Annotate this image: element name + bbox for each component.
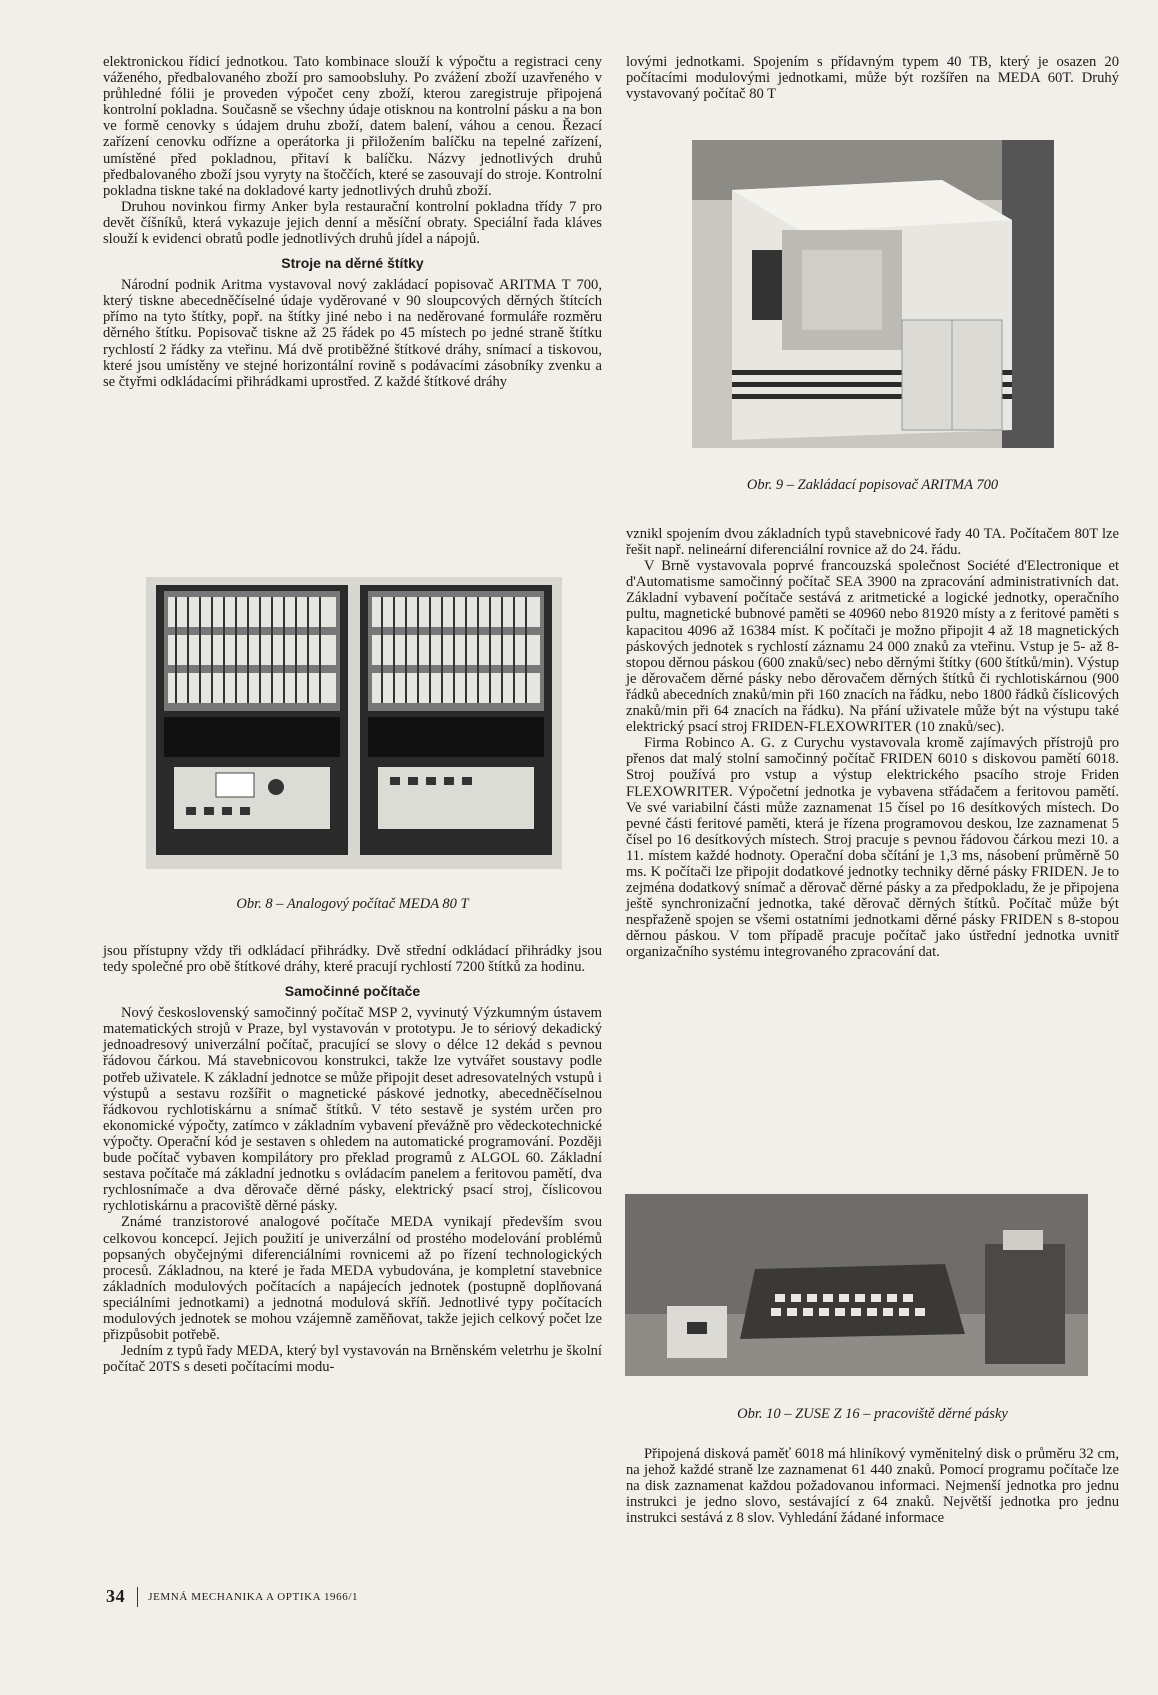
tape-workstation-illustration [625,1194,1088,1376]
paragraph: elektronickou řídicí jednotkou. Tato kombinace slouží k výpočtu a registraci ceny váženého, předbalovaného zboží pro samoobsluhy. Po zvážení zboží uzavřeného v průhledné fólii je proveden výpočet ceny zboží, kterou zaregistruje připojená kontrolní pokladna. Současně se všechny údaje otisknou na kontrolní pásku a na bon ve formě cenovky s údajem druhu zboží, datem balení, váhou a cenou. Řezací zařízení cenovku odřízne a operátorka ji přiložením balíčku na tepelné zařízení, umístěné před pokladnou, přitaví k balíčku. Názvy jednotlivých druhů předbalovaného zboží jsou vyryty na štoččích, které se zasouvají do stroje. Kontrolní pokladna tiskne také na dokladové karty jednotlivých druhů zboží. [103,54,602,199]
figure-10-caption: Obr. 10 – ZUSE Z 16 – pracoviště děrné pásky [737,1406,1008,1422]
page-number: 34 [106,1586,126,1606]
paragraph: Druhou novinkou firmy Anker byla restaurační kontrolní pokladna třídy 7 pro devět číšníků, která vykazuje jejich denní a měsíční obraty. Speciální řada kláves slouží k evidenci obratů podle jednotlivých druhů jídel a nápojů. [103,198,602,248]
paragraph: vznikl spojením dvou základních typů stavebnicové řady 40 TA. Počítačem 80T lze řešit např. nelineární diferenciální rovnice až do 24. řádu. [626,526,1119,559]
section-heading: Stroje na děrné štítky [281,255,424,272]
paragraph: Známé tranzistorové analogové počítače MEDA vynikají především svou celkovou koncepcí. Jejich použití je univerzální od prostého modelování problémů popsaných obyčejnými diferenciálními rovnicemi až po řízení technologických procesů. Základnou, na které je řada MEDA vybudována, je kompletní stavebnice základních modulových počítacích a napájecích jednotek (postupně doplňovaná speciálními jednotkami) a jednotná modulová skříň. Jednotlivé typy počítacích modulových jednotek se mohou vzájemně zaměňovat, takže jejich celkový počet lze přizpůsobit potřebě. [103,1214,602,1344]
figure-8-photo [146,577,562,869]
analog-computer-illustration [146,577,562,869]
footer-divider [137,1587,138,1607]
page-footer [106,1586,358,1607]
right-column [626,54,1119,102]
card-printer-illustration [692,140,1054,448]
figure-10-photo [625,1194,1088,1376]
right-column-lower [626,1446,1119,1526]
paragraph: Nový československý samočinný počítač MSP 2, vyvinutý Výzkumným ústavem matematických strojů v Praze, byl vystavován v prototypu. Je to sériový dekadický jednoadresový univerzální počítač, pracující se slovy o délce 12 dekád s pevnou řádovou čárkou. Má stavebnicovou konstrukci, takže lze vytvářet soustavy podle potřeb uživatele. K základní jednotce se může připojit deset adresovatelných vstupů i výstupů a sestavu rozšířit o magnetické páskové jednotky, abecedněčíselnou řádkovou rychlotiskárnu a snímač štítků. V této sestavě je systém určen pro ekonomické výpočty, zatímco v základním vybavení převážně pro vědeckotechnické výpočty. Operační kód je sestaven s ohledem na automatické programování. Později bude počítač vybaven kompilátory pro překlad programů z ALGOL 60. Základní sestava počítače má základní jednotku s ovládacím panelem a feritovou pamětí, dva rychlosnímače a dva děrovače děrné pásky, elektrický psací stroj, číslicovou rychlotiskárnu a pracoviště děrné pásky. [103,1005,602,1215]
paragraph: lovými jednotkami. Spojením s přídavným typem 40 TB, který je osazen 20 počítacími modulovými jednotkami, může být rozšířen na MEDA 60T. Druhý vystavovaný počítač 80 T [626,54,1119,103]
paragraph: Jedním z typů řady MEDA, který byl vystavován na Brněnském veletrhu je školní počítač 20TS s deseti počítacími modu- [103,1343,602,1376]
paragraph: Připojená disková paměť 6018 má hliníkový vyměnitelný disk o průměru 32 cm, na jehož každé straně lze zaznamenat 61 440 znaků. Pomocí programu počítače lze na disk zaznamenat každou požadovanou informaci. Nejmenší jednotka pro jednu instrukci je jedno slovo, sestávající z 64 znaků. Největší jednotka pro jednu instrukci sestává z 8 slov. Vyhledání žádané informace [626,1446,1119,1527]
paragraph: Firma Robinco A. G. z Curychu vystavovala kromě zajímavých přístrojů pro přenos dat malý stolní samočinný počítač FRIDEN 6010 s diskovou pamětí 6018. Stroj používá pro vstup a výstup elektrického psacího stroje Friden FLEXOWRITER. Výpočetní jednotka je vybavena střádačem a feritovou pamětí. Ve své variabilní části může zaznamenat 15 čísel po 16 desítkových místech. Do pevné části feritové paměti, která je řízena programovou deskou, lze zaznamenat 5 čísel po 16 desítkových místech. Stroj pracuje s pevnou řádovou čárkou mezi 10. a 11. místem každé hodnoty. Operační doba sčítání je 1,3 ms, násobení průměrně 50 ms. K počítači lze připojit dodatkové jednotky techniky děrné pásky FRIDEN. Je to zejména dodatkový snímač a děrovač děrné pásky a za předpokladu, že je připojena ještě synchronizační jednotka, také děrovač děrných štítků. Počítač může být nespřaženě spojen se všemi ostatními jednotkami děrné pásky FRIDEN s 8-stopou děrnou páskou. V tom případě pracuje počítač jako ústřední jednotka uvnitř organizačního systému integrovaného zpracování dat. [626,735,1119,961]
right-column-middle [626,526,1119,961]
section-heading: Samočinné počítače [284,983,421,1000]
figure-8-caption: Obr. 8 – Analogový počítač MEDA 80 T [236,896,469,912]
left-column [103,54,602,390]
figure-9-photo [692,140,1054,448]
paragraph: V Brně vystavovala poprvé francouzská společnost Société d'Electronique et d'Automatisme samočinný počítač SEA 3900 na zpracování administrativních dat. Základní vybavení počítače sestává z aritmetické a logické jednotky, operačního pultu, magnetické bubnové paměti se 40960 nebo 81920 místy a z feritové paměti s kapacitou 4096 až 16384 míst. K počítači je možno připojit 4 až 18 magnetických páskových jednotek s rychlostí záznamu 24 000 znaků za vteřinu. Vstup je 5- až 8-stopou děrnou páskou (600 znaků/sec) nebo děrnými štítky (600 štítků/min). Výstup je děrovačem děrné pásky nebo děrovačem děrných štítků či rychlotiskárnou (900 řádků abecedních znaků/min při 160 znacích na řádku, nebo 1800 řádků číslicových znaků/min při 64 znacích na řádku). Na přání uživatele může být na výstupu také elektrický psací stroj FRIDEN-FLEXOWRITER (10 znaků/sec). [626,558,1119,736]
left-column-lower [103,943,602,1375]
figure-9-caption: Obr. 9 – Zakládací popisovač ARITMA 700 [746,477,999,493]
paragraph: jsou přístupny vždy tři odkládací přihrádky. Dvě střední odkládací přihrádky jsou tedy společné pro obě štítkové dráhy, které pracují rychlostí 7200 štítků za hodinu. [103,943,602,976]
paragraph: Národní podnik Aritma vystavoval nový zakládací popisovač ARITMA T 700, který tiskne abecedněčíselné údaje vyděrované v 90 sloupcových děrných štítcích přímo na tyto štítky, popř. na štítky jiné nebo i na neděrované formuláře rozměru děrného štítku. Popisovač tiskne až 25 řádek po 45 místech po jedné straně štítku rychlostí 2 řádky za vteřinu. Má dvě protiběžné štítkové dráhy, snímací a tiskovou, které jsou umístěny ve stejné horizontální rovině s podávacími zásobníky zvenku a se čtyřmi odkládacími přihrádkami uprostřed. Z každé štítkové dráhy [103,277,602,390]
journal-title: JEMNÁ MECHANIKA A OPTIKA 1966/1 [148,1590,359,1603]
